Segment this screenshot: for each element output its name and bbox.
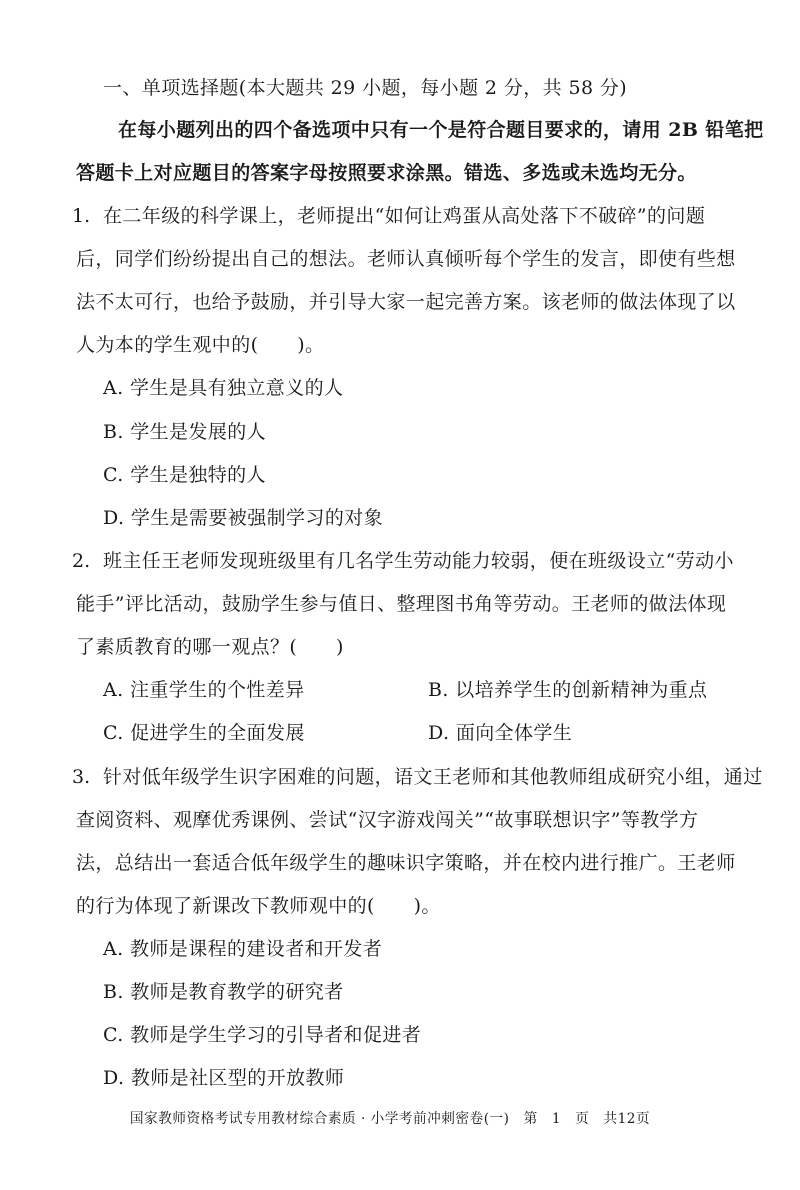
question-1-option-b: B. 学生是发展的人 <box>103 421 267 443</box>
question-3-line-4: 的行为体现了新课改下教师观中的( )。 <box>76 895 441 917</box>
question-1-option-d: D. 学生是需要被强制学习的对象 <box>103 507 384 529</box>
page-footer: 国家教师资格考试专用教材综合素质 · 小学考前冲刺密卷(一) 第 1 页 共12页 <box>129 1111 651 1127</box>
question-1-number: 1. <box>72 205 91 227</box>
question-2-option-a: A. 注重学生的个性差异 <box>103 679 305 701</box>
question-1-option-a: A. 学生是具有独立意义的人 <box>103 377 344 399</box>
question-3-line-1: 针对低年级学生识字困难的问题，语文王老师和其他教师组成研究小组，通过 <box>103 766 763 788</box>
question-1-option-c: C. 学生是独特的人 <box>103 464 266 486</box>
question-2-option-d: D. 面向全体学生 <box>428 722 573 744</box>
section-title: 一、单项选择题(本大题共 29 小题，每小题 2 分，共 58 分) <box>103 77 628 99</box>
question-2-line-2: 能手”评比活动，鼓励学生参与值日、整理图书角等劳动。王老师的做法体现 <box>76 593 727 615</box>
question-3-option-a: A. 教师是课程的建设者和开发者 <box>103 938 383 960</box>
question-3-line-2: 查阅资料、观摩优秀课例、尝试“汉字游戏闯关”“故事联想识字”等教学方 <box>76 809 699 831</box>
question-1-line-1: 在二年级的科学课上，老师提出“如何让鸡蛋从高处落下不破碎”的问题 <box>103 205 706 227</box>
question-3-option-b: B. 教师是教育教学的研究者 <box>103 981 344 1003</box>
question-2-line-3: 了素质教育的哪一观点？( ) <box>76 636 344 658</box>
instructions-line-1: 在每小题列出的四个备选项中只有一个是符合题目要求的，请用 2B 铅笔把 <box>118 119 764 141</box>
question-3-option-c: C. 教师是学生学习的引导者和促进者 <box>103 1024 422 1046</box>
question-2-number: 2. <box>72 550 91 572</box>
question-3-option-d: D. 教师是社区型的开放教师 <box>103 1067 345 1089</box>
question-1-line-4: 人为本的学生观中的( )。 <box>76 334 325 356</box>
instructions-line-2: 答题卡上对应题目的答案字母按照要求涂黑。错选、多选或未选均无分。 <box>76 162 697 184</box>
question-2-option-b: B. 以培养学生的创新精神为重点 <box>428 679 708 701</box>
question-2-line-1: 班主任王老师发现班级里有几名学生劳动能力较弱，便在班级设立“劳动小 <box>103 550 734 572</box>
question-3-number: 3. <box>72 766 91 788</box>
question-2-option-c: C. 促进学生的全面发展 <box>103 722 305 744</box>
question-3-line-3: 法，总结出一套适合低年级学生的趣味识字策略，并在校内进行推广。王老师 <box>76 852 736 874</box>
question-1-line-3: 法不太可行，也给予鼓励，并引导大家一起完善方案。该老师的做法体现了以 <box>76 291 736 313</box>
question-1-line-2: 后，同学们纷纷提出自己的想法。老师认真倾听每个学生的发言，即使有些想 <box>76 248 736 270</box>
